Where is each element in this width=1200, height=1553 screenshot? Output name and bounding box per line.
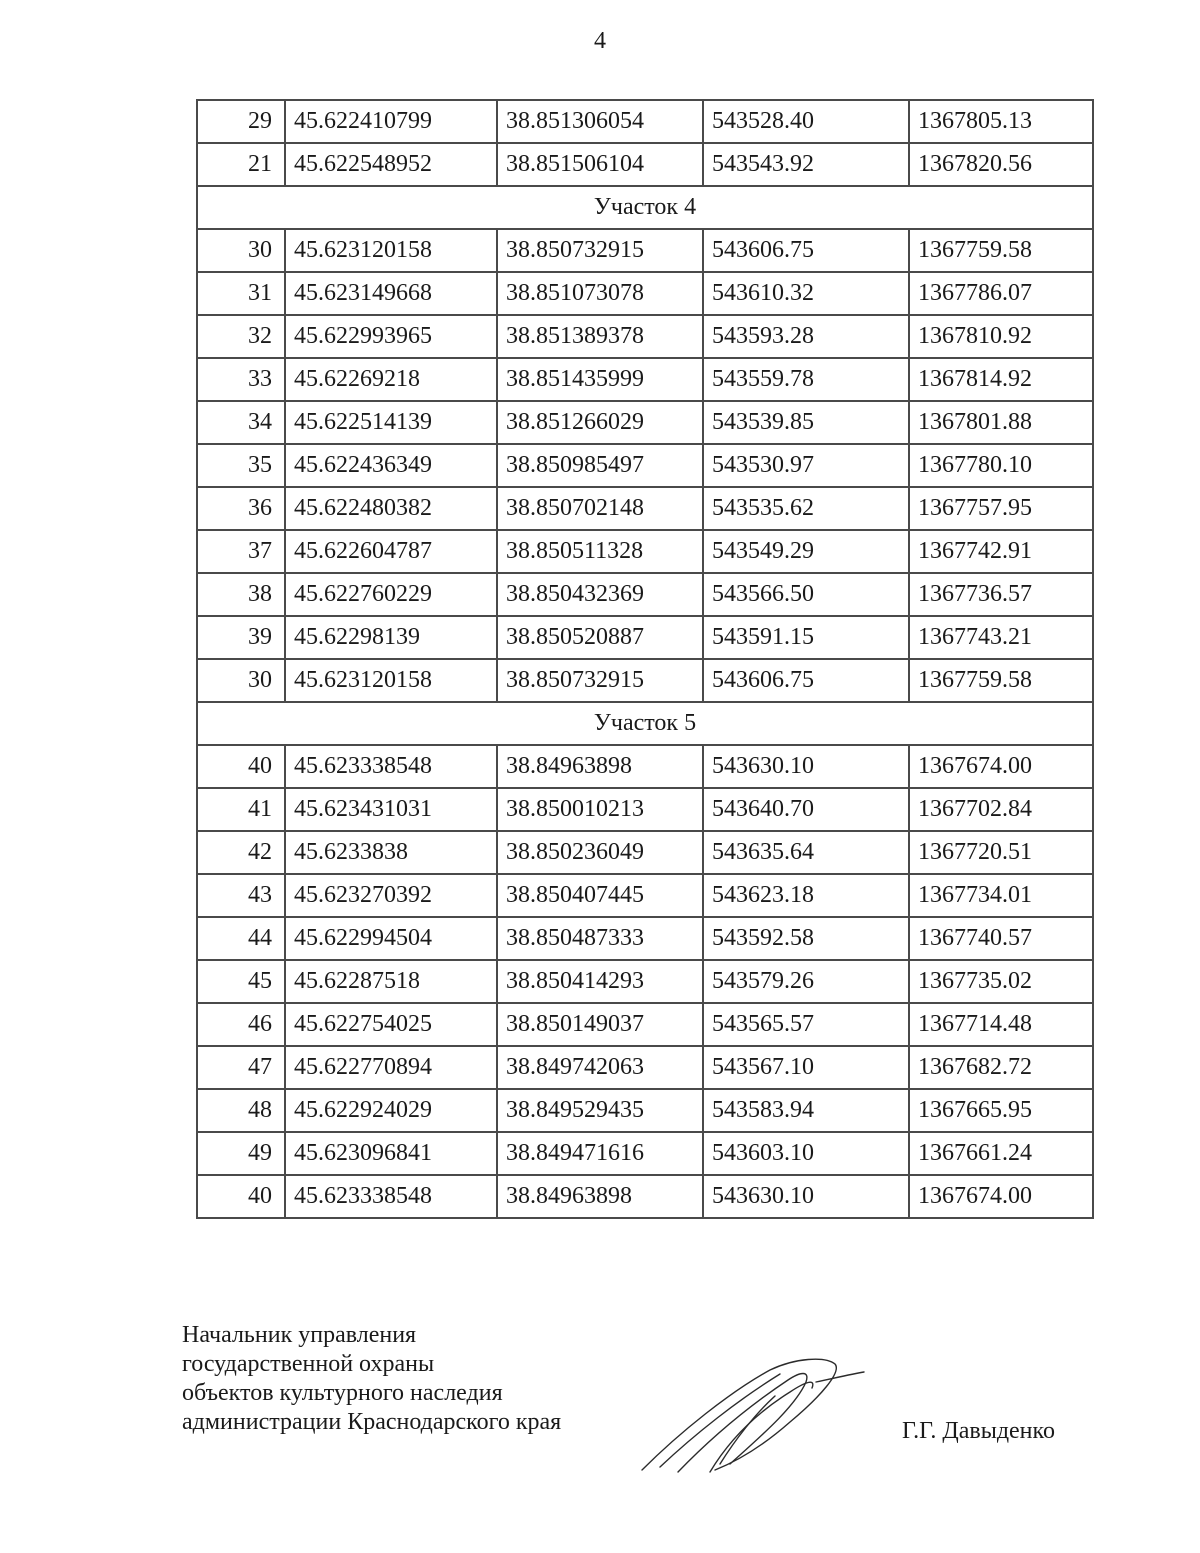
y-coordinate-cell: 1367674.00: [909, 745, 1093, 788]
y-coordinate-cell: 1367661.24: [909, 1132, 1093, 1175]
y-coordinate-cell: 1367801.88: [909, 401, 1093, 444]
table-row: [197, 401, 1093, 444]
y-coordinate-cell: 1367674.00: [909, 1175, 1093, 1218]
signature-title-line: государственной охраны: [182, 1351, 435, 1377]
y-coordinate-cell: 1367780.10: [909, 444, 1093, 487]
y-coordinate-cell: 1367740.57: [909, 917, 1093, 960]
point-number-cell: 42: [197, 831, 285, 874]
latitude-cell: 45.622760229: [285, 573, 497, 616]
x-coordinate-cell: 543606.75: [703, 659, 909, 702]
table-row: [197, 1046, 1093, 1089]
latitude-cell: 45.622924029: [285, 1089, 497, 1132]
latitude-cell: 45.622548952: [285, 143, 497, 186]
longitude-cell: 38.84963898: [497, 1175, 703, 1218]
table-row: [197, 444, 1093, 487]
latitude-cell: 45.622514139: [285, 401, 497, 444]
point-number-cell: 40: [197, 1175, 285, 1218]
latitude-cell: 45.623120158: [285, 659, 497, 702]
longitude-cell: 38.849742063: [497, 1046, 703, 1089]
longitude-cell: 38.851506104: [497, 143, 703, 186]
table-row: [197, 573, 1093, 616]
longitude-cell: 38.851306054: [497, 100, 703, 143]
y-coordinate-cell: 1367814.92: [909, 358, 1093, 401]
point-number-cell: 31: [197, 272, 285, 315]
x-coordinate-cell: 543579.26: [703, 960, 909, 1003]
signature-title-line: объектов культурного наследия: [182, 1380, 503, 1406]
y-coordinate-cell: 1367743.21: [909, 616, 1093, 659]
point-number-cell: 34: [197, 401, 285, 444]
point-number-cell: 21: [197, 143, 285, 186]
point-number-cell: 47: [197, 1046, 285, 1089]
x-coordinate-cell: 543610.32: [703, 272, 909, 315]
latitude-cell: 45.622994504: [285, 917, 497, 960]
table-row: [197, 1132, 1093, 1175]
latitude-cell: 45.622410799: [285, 100, 497, 143]
table-row: [197, 831, 1093, 874]
page-number: 4: [594, 28, 606, 54]
y-coordinate-cell: 1367665.95: [909, 1089, 1093, 1132]
longitude-cell: 38.851435999: [497, 358, 703, 401]
y-coordinate-cell: 1367736.57: [909, 573, 1093, 616]
longitude-cell: 38.84963898: [497, 745, 703, 788]
y-coordinate-cell: 1367714.48: [909, 1003, 1093, 1046]
point-number-cell: 41: [197, 788, 285, 831]
table-row: [197, 143, 1093, 186]
x-coordinate-cell: 543543.92: [703, 143, 909, 186]
latitude-cell: 45.623096841: [285, 1132, 497, 1175]
table-row: [197, 960, 1093, 1003]
latitude-cell: 45.6233838: [285, 831, 497, 874]
latitude-cell: 45.622480382: [285, 487, 497, 530]
coordinates-table: [196, 99, 1094, 1219]
longitude-cell: 38.850407445: [497, 874, 703, 917]
point-number-cell: 48: [197, 1089, 285, 1132]
x-coordinate-cell: 543530.97: [703, 444, 909, 487]
x-coordinate-cell: 543583.94: [703, 1089, 909, 1132]
table-row: [197, 1003, 1093, 1046]
table-row: [197, 487, 1093, 530]
longitude-cell: 38.850732915: [497, 229, 703, 272]
latitude-cell: 45.622604787: [285, 530, 497, 573]
table-row: [197, 358, 1093, 401]
longitude-cell: 38.850487333: [497, 917, 703, 960]
x-coordinate-cell: 543528.40: [703, 100, 909, 143]
table-row: [197, 530, 1093, 573]
table-row: [197, 874, 1093, 917]
table-row: [197, 616, 1093, 659]
x-coordinate-cell: 543635.64: [703, 831, 909, 874]
y-coordinate-cell: 1367786.07: [909, 272, 1093, 315]
latitude-cell: 45.622436349: [285, 444, 497, 487]
x-coordinate-cell: 543623.18: [703, 874, 909, 917]
point-number-cell: 44: [197, 917, 285, 960]
section-row: [197, 702, 1093, 745]
x-coordinate-cell: 543630.10: [703, 1175, 909, 1218]
point-number-cell: 36: [197, 487, 285, 530]
longitude-cell: 38.849471616: [497, 1132, 703, 1175]
latitude-cell: 45.62269218: [285, 358, 497, 401]
longitude-cell: 38.850149037: [497, 1003, 703, 1046]
longitude-cell: 38.850432369: [497, 573, 703, 616]
y-coordinate-cell: 1367759.58: [909, 659, 1093, 702]
x-coordinate-cell: 543603.10: [703, 1132, 909, 1175]
point-number-cell: 40: [197, 745, 285, 788]
y-coordinate-cell: 1367734.01: [909, 874, 1093, 917]
point-number-cell: 35: [197, 444, 285, 487]
point-number-cell: 32: [197, 315, 285, 358]
latitude-cell: 45.623149668: [285, 272, 497, 315]
latitude-cell: 45.623431031: [285, 788, 497, 831]
latitude-cell: 45.62298139: [285, 616, 497, 659]
latitude-cell: 45.623338548: [285, 745, 497, 788]
point-number-cell: 45: [197, 960, 285, 1003]
x-coordinate-cell: 543606.75: [703, 229, 909, 272]
y-coordinate-cell: 1367742.91: [909, 530, 1093, 573]
latitude-cell: 45.623338548: [285, 1175, 497, 1218]
point-number-cell: 39: [197, 616, 285, 659]
table-row: [197, 100, 1093, 143]
x-coordinate-cell: 543549.29: [703, 530, 909, 573]
y-coordinate-cell: 1367820.56: [909, 143, 1093, 186]
table-row: [197, 1089, 1093, 1132]
table-row: [197, 788, 1093, 831]
x-coordinate-cell: 543630.10: [703, 745, 909, 788]
x-coordinate-cell: 543592.58: [703, 917, 909, 960]
longitude-cell: 38.850010213: [497, 788, 703, 831]
y-coordinate-cell: 1367682.72: [909, 1046, 1093, 1089]
y-coordinate-cell: 1367759.58: [909, 229, 1093, 272]
longitude-cell: 38.851073078: [497, 272, 703, 315]
y-coordinate-cell: 1367805.13: [909, 100, 1093, 143]
table-row: [197, 315, 1093, 358]
longitude-cell: 38.850511328: [497, 530, 703, 573]
point-number-cell: 49: [197, 1132, 285, 1175]
signature-title-line: Начальник управления: [182, 1322, 417, 1348]
table-body: [197, 100, 1093, 1218]
longitude-cell: 38.850985497: [497, 444, 703, 487]
x-coordinate-cell: 543591.15: [703, 616, 909, 659]
y-coordinate-cell: 1367720.51: [909, 831, 1093, 874]
point-number-cell: 38: [197, 573, 285, 616]
longitude-cell: 38.851266029: [497, 401, 703, 444]
section-row: [197, 186, 1093, 229]
longitude-cell: 38.850520887: [497, 616, 703, 659]
signature-title: [182, 1321, 561, 1437]
signer-name: Г.Г. Давыденко: [902, 1418, 1055, 1444]
latitude-cell: 45.623120158: [285, 229, 497, 272]
longitude-cell: 38.851389378: [497, 315, 703, 358]
point-number-cell: 33: [197, 358, 285, 401]
y-coordinate-cell: 1367810.92: [909, 315, 1093, 358]
longitude-cell: 38.850732915: [497, 659, 703, 702]
x-coordinate-cell: 543640.70: [703, 788, 909, 831]
x-coordinate-cell: 543566.50: [703, 573, 909, 616]
signature-title-line: администрации Краснодарского края: [182, 1409, 562, 1435]
x-coordinate-cell: 543535.62: [703, 487, 909, 530]
longitude-cell: 38.850702148: [497, 487, 703, 530]
latitude-cell: 45.623270392: [285, 874, 497, 917]
point-number-cell: 46: [197, 1003, 285, 1046]
table-row: [197, 1175, 1093, 1218]
table-row: [197, 917, 1093, 960]
point-number-cell: 30: [197, 659, 285, 702]
table-row: [197, 229, 1093, 272]
latitude-cell: 45.622770894: [285, 1046, 497, 1089]
section-label: Участок 4: [197, 186, 1093, 229]
point-number-cell: 29: [197, 100, 285, 143]
x-coordinate-cell: 543565.57: [703, 1003, 909, 1046]
y-coordinate-cell: 1367702.84: [909, 788, 1093, 831]
latitude-cell: 45.62287518: [285, 960, 497, 1003]
latitude-cell: 45.622993965: [285, 315, 497, 358]
longitude-cell: 38.850414293: [497, 960, 703, 1003]
x-coordinate-cell: 543567.10: [703, 1046, 909, 1089]
section-label: Участок 5: [197, 702, 1093, 745]
longitude-cell: 38.849529435: [497, 1089, 703, 1132]
y-coordinate-cell: 1367735.02: [909, 960, 1093, 1003]
latitude-cell: 45.622754025: [285, 1003, 497, 1046]
point-number-cell: 30: [197, 229, 285, 272]
x-coordinate-cell: 543539.85: [703, 401, 909, 444]
table-row: [197, 659, 1093, 702]
point-number-cell: 43: [197, 874, 285, 917]
longitude-cell: 38.850236049: [497, 831, 703, 874]
table-row: [197, 272, 1093, 315]
point-number-cell: 37: [197, 530, 285, 573]
x-coordinate-cell: 543593.28: [703, 315, 909, 358]
handwritten-signature: [620, 1352, 870, 1482]
y-coordinate-cell: 1367757.95: [909, 487, 1093, 530]
x-coordinate-cell: 543559.78: [703, 358, 909, 401]
table-row: [197, 745, 1093, 788]
